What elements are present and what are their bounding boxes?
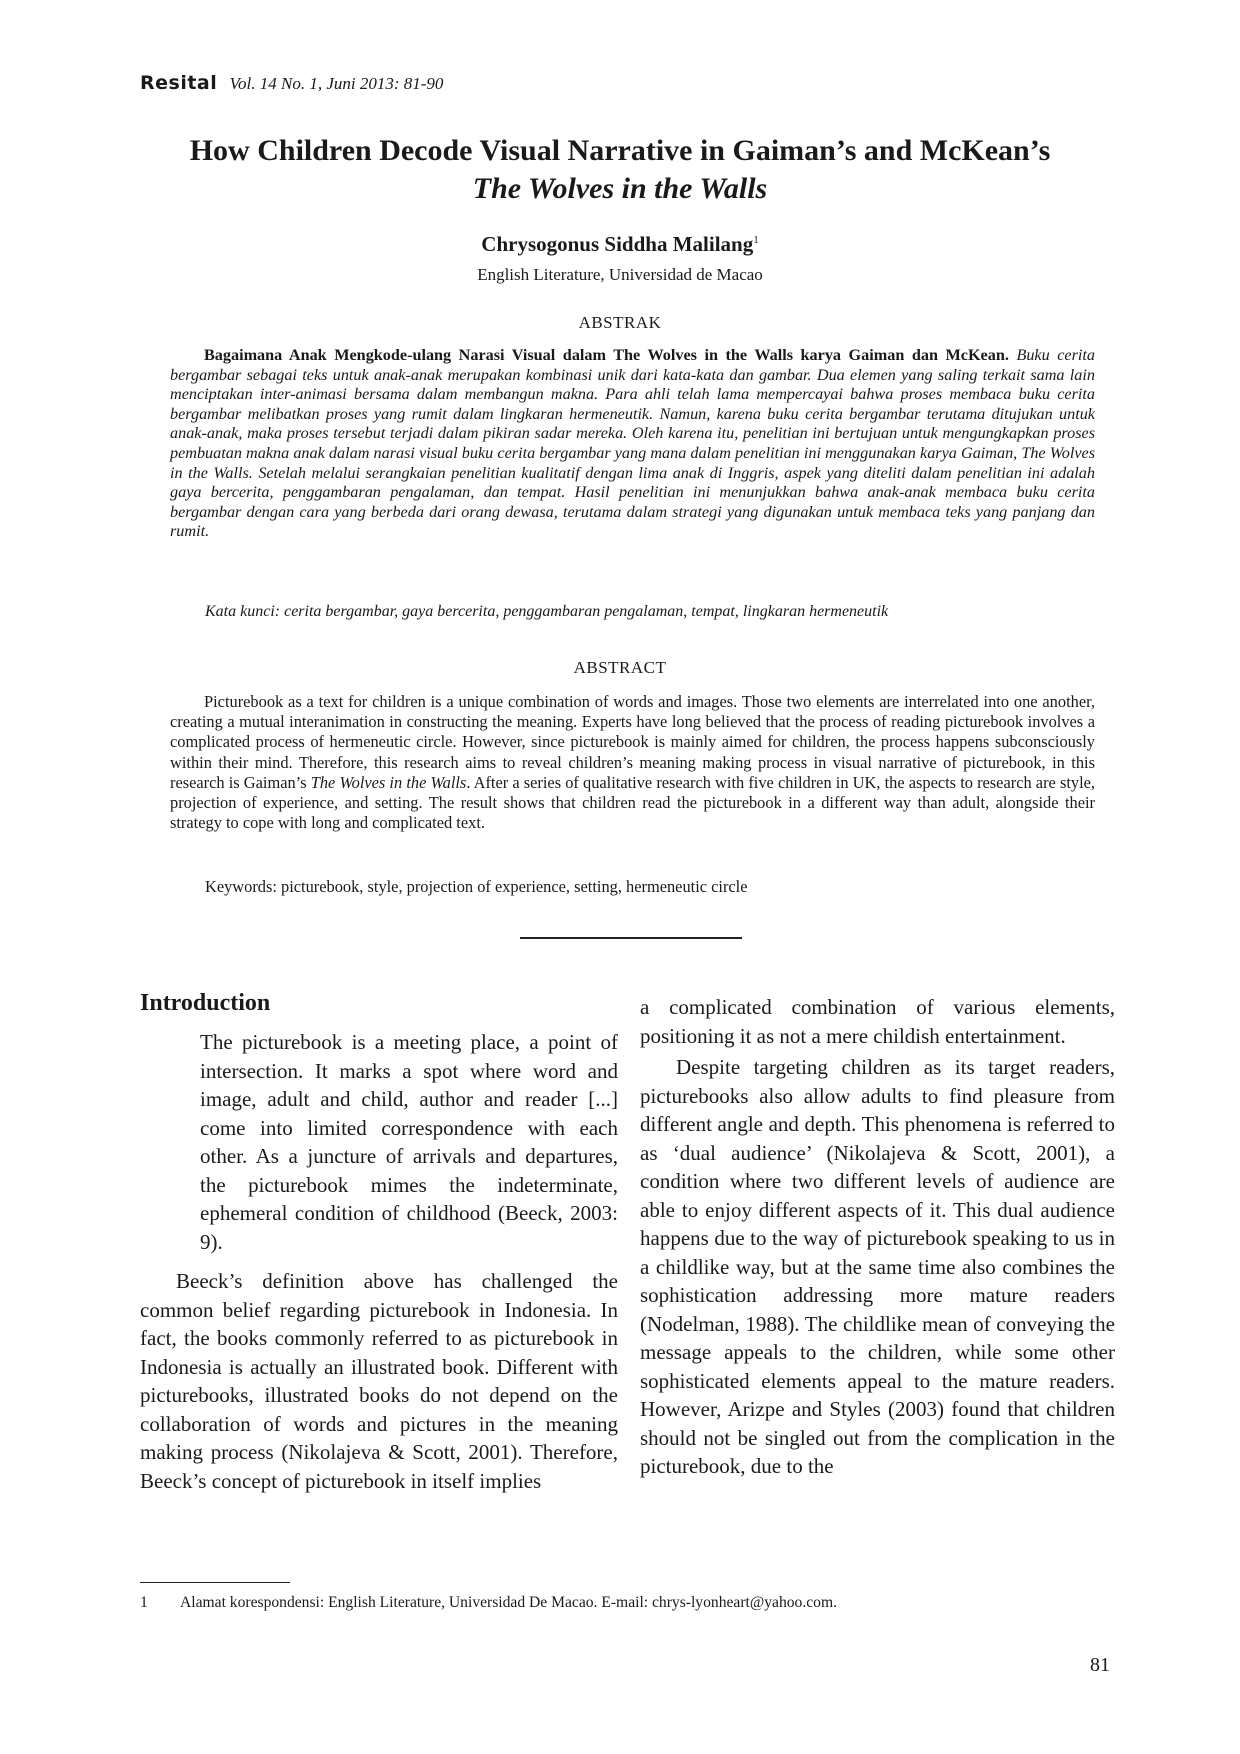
introduction-heading: Introduction [140, 990, 271, 1016]
abstrak-bold-title: Bagaimana Anak Mengkode-ulang Narasi Visual dalam The Wolves in the Walls karya Gaiman dan McKean. [204, 346, 1009, 364]
abstrak-keywords: Kata kunci: cerita bergambar, gaya bercerita, penggambaran pengalaman, tempat, lingkaran hermeneutik [205, 603, 889, 620]
abstrak-heading: ABSTRAK [578, 313, 662, 332]
abstrak-text: Buku cerita bergambar sebagai teks untuk anak-anak merupakan kombinasi unik dari kata-kata dan gambar. Dua elemen yang saling terkait sama lain menciptakan inter-animasi bersama dalam membangun makna. Para ahli telah lama mempercayai bahwa proses membaca buku cerita bergambar melibatkan proses yang rumit dalam lingkaran hermeneutik. Namun, karena buku cerita bergambar terutama ditujukan untuk anak-anak, maka proses tersebut terjadi dalam pikiran sadar mereka. Oleh karena itu, penelitian ini bertujuan untuk mengungkapkan proses pembuatan makna anak dalam narasi visual buku cerita bergambar yang mana dalam penelitian ini menggunakan karya Gaiman, The Wolves in the Walls. Setelah melalui serangkaian penelitian kualitatif dengan lima anak di Inggris, aspek yang diteliti dalam penelitian ini adalah gaya bercerita, penggambaran pengalaman, dan tempat. Hasil penelitian ini menunjukkan bahwa anak-anak membaca buku cerita bergambar dengan cara yang berbeda dari orang dewasa, terutama dalam strategi yang digunakan untuk membaca teks yang panjang dan rumit. [170, 346, 1095, 541]
abstract-body [170, 692, 1095, 833]
page-number: 81 [1090, 1654, 1110, 1676]
abstrak-body [170, 346, 1095, 542]
abstract-text-before: Picturebook as a text for children is a unique combination of words and images. Those two elements are interrelated into one another, creating a mutual interanimation in constructing the meaning. Experts have long believed that the process of reading picturebook involves a complicated process of hermeneutic circle. However, since picturebook is mainly aimed for children, the process happens subconsciously within their mind. Therefore, this research aims to reveal children’s meaning making process in visual narrative of picturebook, in this research is Gaiman’s [170, 692, 1095, 792]
title-line-1: How Children Decode Visual Narrative in Gaiman’s and McKean’s [189, 134, 1051, 167]
author-affiliation: English Literature, Universidad de Macao [477, 265, 763, 284]
footnote [140, 1594, 837, 1612]
journal-name: Resital [140, 72, 218, 94]
author-name-text: Chrysogonus Siddha Malilang [481, 232, 754, 256]
abstract-text-italic: The Wolves in the Walls [310, 772, 467, 792]
volume-info: Vol. 14 No. 1, Juni 2013: 81-90 [229, 74, 444, 93]
footnote-number: 1 [140, 1594, 148, 1611]
footnote-text: Alamat korespondensi: English Literature, Universidad De Macao. E-mail: chrys-lyonheart@yahoo.com. [180, 1594, 837, 1611]
section-separator [520, 937, 742, 939]
paper-title [140, 132, 1100, 208]
abstract-text-after: . After a series of qualitative research with five children in UK, the aspects to research are style, projection of experience, and setting. The result shows that children read the picturebook in a different way than adult, alongside their strategy to cope with long and complicated text. [170, 772, 1095, 833]
abstract-heading: ABSTRACT [573, 658, 667, 677]
title-line-2: The Wolves in the Walls [472, 172, 768, 205]
left-column-paragraph: Beeck’s definition above has challenged the common belief regarding picturebook in Indonesia. In fact, the books commonly referred to as picturebook in Indonesia is actually an illustrated book. Different with picturebooks, illustrated books do not depend on the collaboration of words and pictures in the meaning making process (Nikolajeva & Scott, 2001). Therefore, Beeck’s concept of picturebook in itself implies [140, 1269, 618, 1493]
author-footnote-marker: 1 [753, 234, 759, 246]
block-quote: The picturebook is a meeting place, a point of intersection. It marks a spot where word and image, adult and child, author and reader [...] come into limited correspondence with each other. As a juncture of arrivals and departures, the picturebook mimes the indeterminate, ephemeral condition of childhood (Beeck, 2003: 9). [200, 1030, 618, 1254]
running-header [140, 72, 443, 94]
footnote-rule [140, 1582, 290, 1583]
abstract-keywords: Keywords: picturebook, style, projection of experience, setting, hermeneutic circle [205, 877, 748, 896]
author-name [140, 232, 1100, 257]
right-column-paragraph-2: Despite targeting children as its target readers, picturebooks also allow adults to find pleasure from different angle and depth. This phenomena is referred to as ‘dual audience’ (Nikolajeva & Scott, 2001), a condition where two different levels of audience are able to enjoy different aspects of it. This dual audience happens due to the way of picturebook speaking to us in a childlike way, but at the same time also combines the sophistication addressing more mature readers (Nodelman, 1988). The childlike mean of conveying the message appeals to the children, while some other sophisticated elements appeal to the mature readers. However, Arizpe and Styles (2003) found that children should not be singled out from the complication in the picturebook, due to the [640, 1055, 1115, 1478]
right-column-paragraph-1: a complicated combination of various elements, positioning it as not a mere childish entertainment. [640, 995, 1115, 1048]
